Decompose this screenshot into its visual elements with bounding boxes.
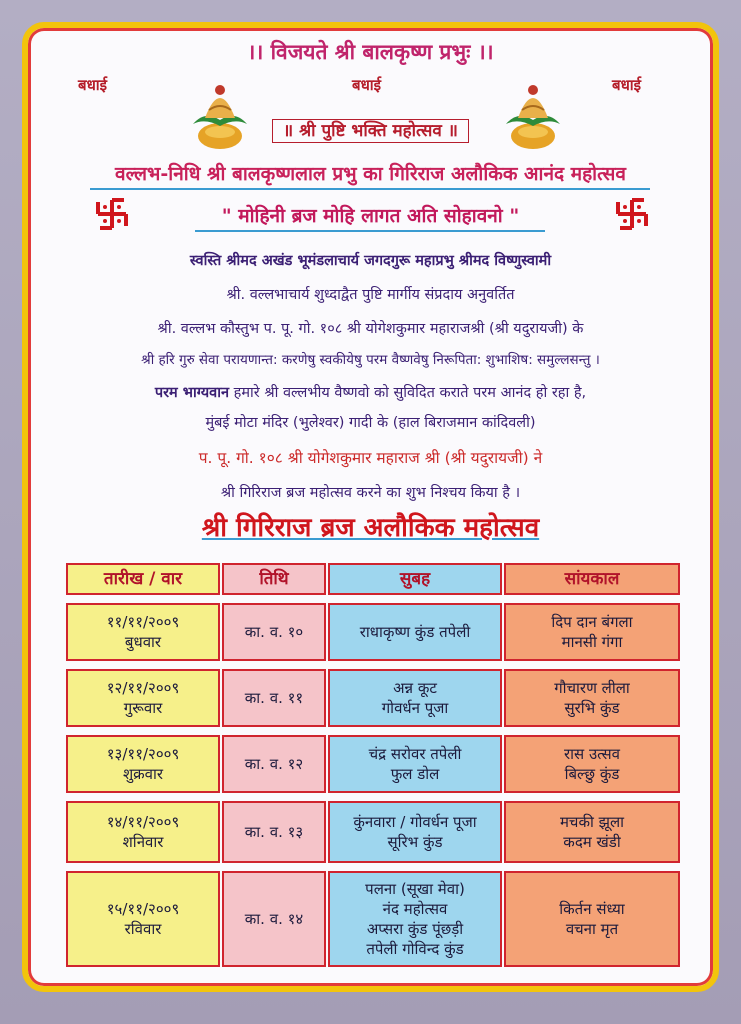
cell-evening [504,603,680,661]
cell-line: चंद्र सरोवर तपेली [368,744,462,763]
cell-line: बुधवार [124,633,162,651]
cell-evening [504,669,680,727]
badhai-center: बधाई [352,76,382,94]
cell-line: मचकी झूला [559,812,625,831]
cell-date [66,735,220,793]
column-header-morning: सुबह [328,563,502,595]
badhai-right: बधाई [612,76,642,94]
cell-tithi [222,801,326,863]
divider [90,188,650,190]
cell-line: दिप दान बंगला [551,612,633,631]
body-line-1: स्वस्ति श्रीमद अखंड भूमंडलाचार्य जगदगुरू महाप्रभु श्रीमद विष्णुस्वामी [189,253,552,269]
cell-line: १२/११/२००९ [106,678,180,697]
cell-evening [504,871,680,967]
cell-evening [504,801,680,863]
cell-line: १५/११/२००९ [106,899,180,918]
page-title: ।। विजयते श्री बालकृष्ण प्रभुः ।। [247,40,494,64]
cell-line: शनिवार [122,833,164,851]
cell-tithi [222,735,326,793]
cell-line: १४/११/२००९ [106,812,180,831]
body-line-8: श्री गिरिराज ब्रज महोत्सव करने का शुभ निश्चय किया है । [220,485,521,501]
cell-line: १३/११/२००९ [106,744,180,763]
cell-line: वचना मृत [565,920,619,938]
cell-line: राधाकृष्ण कुंड तपेली [359,622,471,641]
cell-date [66,801,220,863]
main-headline: वल्लभ-निधि श्री बालकृष्णलाल प्रभु का गिरिराज अलौकिक आनंद महोत्सव [115,163,626,185]
cell-line: सूरिभ कुंड [387,833,443,851]
cell-line: तपेली गोविन्द कुंड [366,940,464,959]
cell-line: रास उत्सव [564,744,620,763]
cell-morning [328,801,502,863]
cell-line: फुल डोल [390,765,440,783]
cell-line: कुंनवारा / गोवर्धन पूजा [353,812,477,831]
cell-line: का. व. १४ [244,909,304,928]
cell-morning [328,669,502,727]
cell-tithi [222,871,326,967]
cell-line: का. व. १२ [244,754,304,773]
cell-tithi [222,669,326,727]
column-header-tithi: तिथि [222,563,326,595]
cell-line: शुक्रवार [122,765,164,783]
cell-line: गोवर्धन पूजा [381,699,449,717]
kalash-icon [498,80,568,152]
cell-line: मानसी गंगा [561,633,623,651]
column-header-evening: सांयकाल [504,563,680,595]
body-line-6: मुंबई मोटा मंदिर (भुलेश्वर) गादी के (हाल बिराजमान कांदिवली) [205,415,536,431]
cell-line: का. व. १० [244,622,304,641]
body-line-5: परम भाग्यवान हमारे श्री वल्लभीय वैष्णवो को सुविदित कराते परम आनंद हो रहा है, [154,385,587,401]
cell-line: गुरूवार [123,699,163,717]
cell-line: गौचारण लीला [554,678,630,697]
kalash-icon [185,80,255,152]
column-header-date: तारीख / वार [66,563,220,595]
cell-tithi [222,603,326,661]
cell-date [66,603,220,661]
cell-date [66,669,220,727]
subtitle: ॥ श्री पुष्टि भक्ति महोत्सव ॥ [0,118,741,141]
quote-line: " मोहिनी ब्रज मोहि लागत अति सोहावनो " [221,205,520,227]
cell-line: बिल्छु कुंड [564,765,620,783]
cell-date [66,871,220,967]
cell-line: अप्सरा कुंड पूंछड़ी [366,920,464,938]
cell-evening [504,735,680,793]
cell-morning [328,871,502,967]
badhai-left: बधाई [78,76,108,94]
cell-line: पलना (सूखा मेवा) [365,879,465,898]
cell-line: कदम खंडी [563,833,621,851]
cell-line: सुरभि कुंड [564,699,620,717]
body-line-2: श्री. वल्लभाचार्य शुध्दाद्वैत पुष्टि मार्गीय संप्रदाय अनुवर्तित [226,287,515,303]
cell-line: किर्तन संध्या [559,899,625,918]
cell-line: अन्न कूट [393,678,437,697]
divider [195,230,545,232]
cell-line: का. व. १३ [244,822,304,841]
cell-morning [328,735,502,793]
schedule-heading: श्री गिरिराज ब्रज अलौकिक महोत्सव [201,513,540,543]
cell-line: नंद महोत्सव [382,899,448,918]
cell-line: रविवार [124,920,162,938]
body-line-3: श्री. वल्लभ कौस्तुभ प. पू. गो. १०८ श्री योगेशकुमार महाराजश्री (श्री यदुरायजी) के [157,321,584,337]
cell-morning [328,603,502,661]
body-line-4: श्री हरि गुरु सेवा परायणान्त: करणेषु स्वकीयेषु परम वैष्णवेषु निरूपिता: शुभाशिष: समुल्लसन्तु । [141,352,600,368]
body-line-7: प. पू. गो. १०८ श्री योगेशकुमार महाराज श्री (श्री यदुरायजी) ने [198,449,543,467]
cell-line: ११/११/२००९ [106,612,180,631]
cell-line: का. व. ११ [244,688,304,707]
